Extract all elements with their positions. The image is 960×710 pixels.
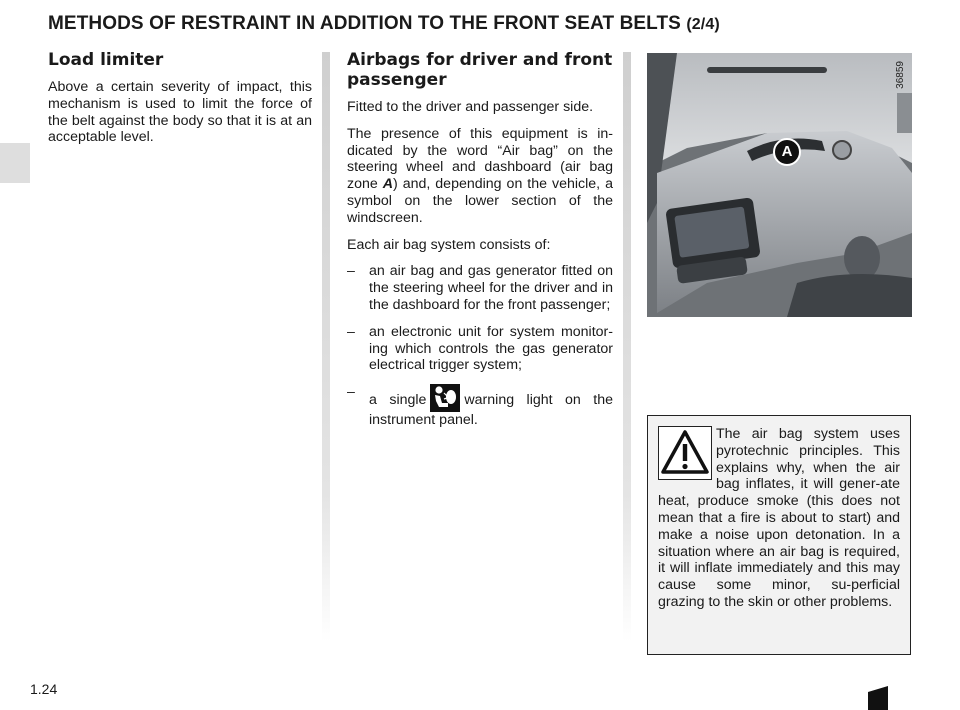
load-limiter-heading: Load limiter — [48, 50, 164, 70]
page-title-text: METHODS OF RESTRAINT IN ADDITION TO THE FRONT SEAT BELTS — [48, 13, 681, 34]
list-item — [347, 263, 613, 313]
list-item — [347, 384, 613, 429]
column-divider-right — [623, 52, 631, 642]
list-dash: – — [347, 323, 355, 340]
page-part-indicator: (2/4) — [686, 16, 720, 33]
airbags-fitted-text: Fitted to the driver and passenger side. — [347, 99, 594, 115]
list-dash: – — [347, 384, 355, 401]
list-item-text: an air bag and gas generator fitted on the steering wheel for the driver and in the dashboard for the front passenger; — [369, 263, 613, 313]
page-corner-mark — [868, 686, 888, 710]
list-item — [347, 324, 613, 374]
warning-box — [647, 415, 911, 655]
list-item-text: an electronic unit for system monitor-ing which controls the gas generator electrical trigger system; — [369, 323, 613, 374]
load-limiter-text: Above a certain severity of impact, this mechanism is used to limit the force of the belt against the body so that it is at an acceptable level. — [48, 79, 312, 146]
airbags-presence-text-start: The presence of this equipment is in-dicated by the word “Air bag” on the steering wheel and dashboard (air bag zone — [347, 125, 613, 193]
airbags-heading: Airbags for driver and front passenger — [347, 50, 613, 90]
photo-reference-number: 36859 — [895, 61, 906, 89]
dashboard-photo — [647, 53, 912, 317]
list-dash: – — [347, 263, 355, 280]
airbag-components-list — [347, 263, 613, 429]
list-item-text-end: warning light on the instrument panel. — [369, 392, 613, 429]
airbag-warning-light-icon — [430, 384, 460, 412]
list-item-text-start: a single — [369, 392, 427, 409]
zone-reference: A — [382, 176, 393, 193]
load-limiter-section — [48, 50, 312, 156]
airbags-presence-text-end: ) and, depending on the vehicle, a symbol on the lower section of the windscreen. — [347, 176, 613, 226]
warning-text: The air bag system uses pyrotechnic principles. This explains why, when the air bag inflates, it will gener-ate heat, produce smoke (this does not mean that a fire is about to start) and make a noise upon detonation. In a situation where an air bag is required, it will inflate immediately and this may cause some minor, su-perficial grazing to the skin or other problems. — [658, 426, 900, 610]
dashboard-illustration — [647, 53, 912, 317]
chapter-tab — [0, 143, 30, 183]
airbags-section — [347, 50, 613, 439]
airbags-system-intro: Each air bag system consists of: — [347, 236, 551, 253]
page-number: 1.24 — [30, 681, 58, 697]
page-title — [48, 13, 720, 35]
column-divider-left — [322, 52, 330, 642]
airbags-presence-text — [347, 126, 613, 227]
airbag-zone-label: A — [773, 138, 801, 166]
warning-text-block — [658, 426, 900, 611]
